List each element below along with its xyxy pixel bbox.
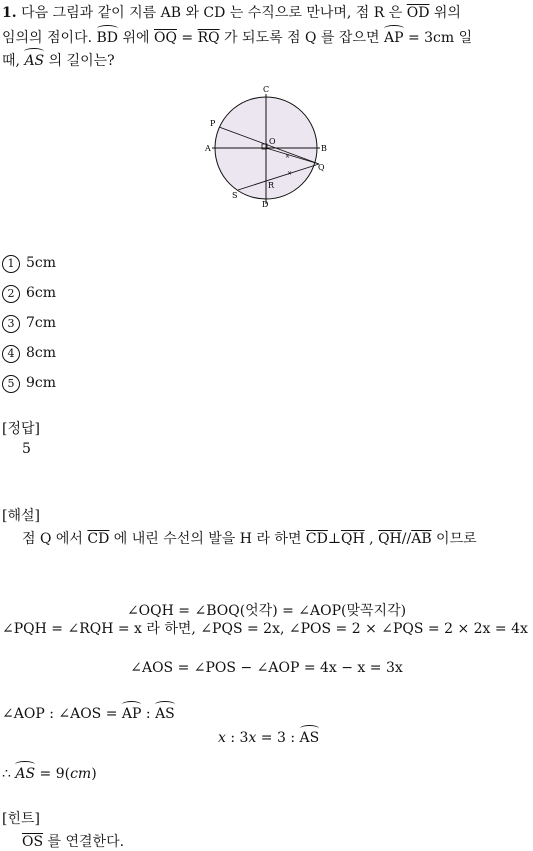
- equation-1: ∠OQH = ∠BOQ(엇각) = ∠AOP(맞꼭지각): [126, 603, 407, 619]
- label-b: B: [321, 144, 327, 153]
- label-c: C: [263, 85, 270, 94]
- choice-3[interactable]: [2, 315, 56, 333]
- question-line-1: 1. 다음 그림과 같이 지름 AB 와 CD 는 수직으로 만나며, 점 R 은 $\overline{OD}$ 위의: [2, 5, 461, 21]
- label-r: R: [268, 181, 275, 190]
- choice-2[interactable]: [2, 285, 56, 303]
- equation-4: ∠AOP : ∠AOS = AP : AS: [2, 706, 175, 722]
- question-line-2: 임의의 점이다. BD 위에 $\overline{OQ} = \overline{RQ}$ 가 되도록 점 Q 를 잡으면 AP = 3cm 일: [2, 30, 473, 46]
- choice-4[interactable]: [2, 345, 56, 363]
- choice-5[interactable]: [2, 375, 56, 393]
- choice-3-number: 3: [2, 315, 20, 333]
- question-number: 1.: [2, 5, 17, 21]
- choice-3-text: 7cm: [26, 315, 57, 331]
- angle-mark-1: ×: [285, 153, 291, 160]
- explanation-line-1: 점 Q 에서 $\overline{CD}$ 에 내린 수선의 발을 H 라 하면 $\overline{CD}\perp\overline{QH}$ , $\overline{QH}//\overline{AB}$ 이므로: [22, 531, 477, 547]
- label-q: Q: [318, 163, 325, 172]
- label-d: D: [262, 200, 269, 209]
- label-a: A: [205, 144, 211, 153]
- choice-4-number: 4: [2, 345, 20, 363]
- explanation-label: [해설]: [2, 508, 40, 524]
- equation-6: ∴ AS = 9(cm): [2, 766, 97, 782]
- answer-label: [정답]: [2, 421, 40, 437]
- equation-5: x : 3x = 3 : AS: [218, 730, 320, 746]
- equation-2: ∠PQH = ∠RQH = x 라 하면, ∠PQS = 2x, ∠POS = 2 × ∠PQS = 2 × 2x = 4x: [2, 621, 528, 637]
- choice-2-text: 6cm: [26, 285, 57, 301]
- choice-4-text: 8cm: [26, 345, 57, 361]
- choice-5-number: 5: [2, 375, 20, 393]
- choice-2-number: 2: [2, 285, 20, 303]
- hint-label: [힌트]: [2, 811, 40, 827]
- label-s: S: [232, 191, 238, 200]
- choice-1[interactable]: [2, 255, 56, 273]
- circle-diagram: [200, 80, 335, 210]
- label-p: P: [210, 119, 216, 128]
- label-o: O: [269, 137, 276, 146]
- angle-mark-2: ×: [287, 170, 293, 177]
- equation-3: ∠AOS = ∠POS − ∠AOP = 4x − x = 3x: [130, 660, 403, 676]
- choice-1-text: 5cm: [26, 255, 57, 271]
- question-line-3: 때, AS 의 길이는?: [2, 53, 115, 69]
- choice-5-text: 9cm: [26, 375, 57, 391]
- hint-text: $\overline{OS}$ 를 연결한다.: [22, 834, 125, 850]
- choice-1-number: 1: [2, 255, 20, 273]
- answer-value: 5: [22, 441, 31, 457]
